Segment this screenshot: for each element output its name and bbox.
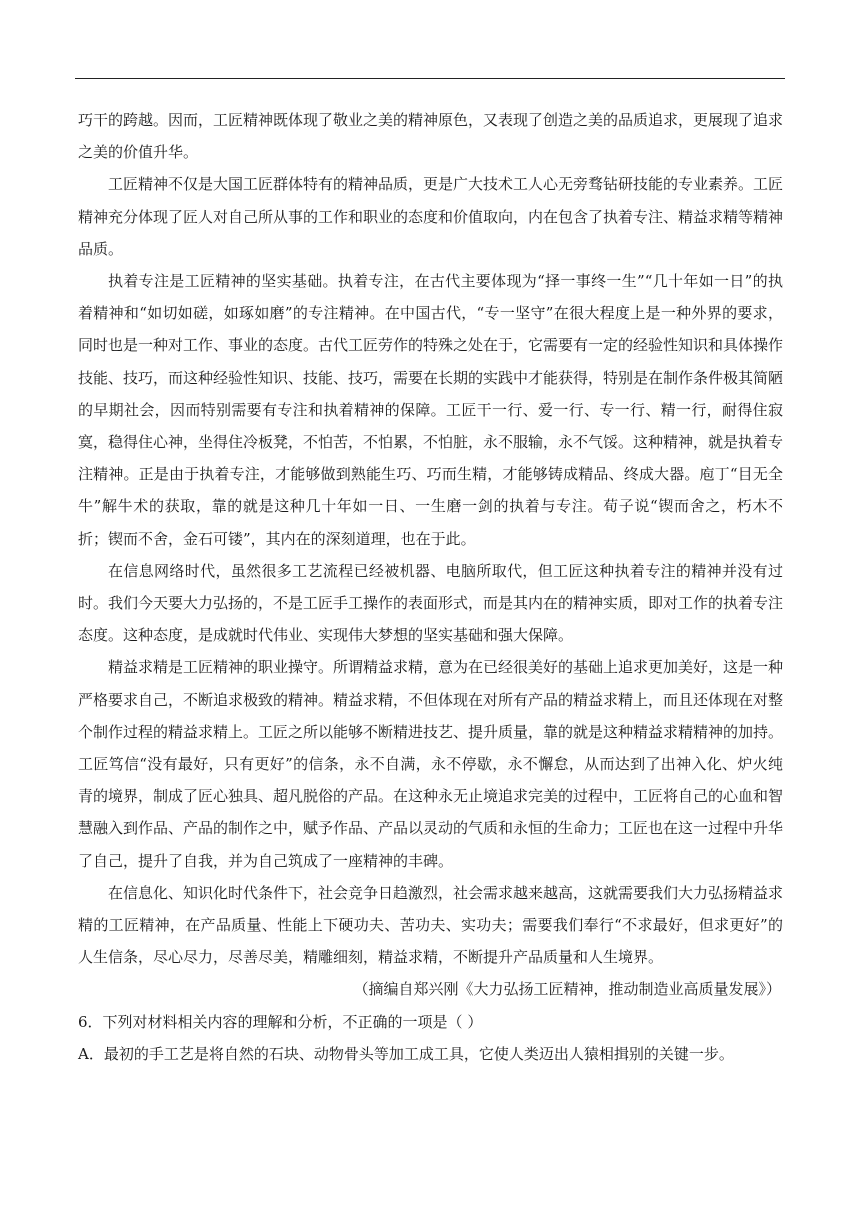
- paragraph-information-age: 在信息网络时代，虽然很多工艺流程已经被机器、电脑所取代，但工匠这种执着专注的精神并没有过时。我们今天要大力弘扬的，不是工匠手工操作的表面形式，而是其内在的精神实质，即对工作的执着专注态度。这种态度，是成就时代伟业、实现伟大梦想的坚实基础和强大保障。: [78, 561, 784, 645]
- paragraph-knowledge-age: 在信息化、知识化时代条件下，社会竞争日趋激烈，社会需求越来越高，这就需要我们大力弘扬精益求精的工匠精神，在产品质量、性能上下硬功夫、苦功夫、实功夫；需要我们奉行“不求最好，但求更好”的人生信条，尽心尽力，尽善尽美，精雕细刻，精益求精，不断提升产品质量和人生境界。: [78, 883, 784, 967]
- article-body: [78, 104, 783, 1070]
- paragraph-dedication-focus: 执着专注是工匠精神的坚实基础。执着专注，在古代主要体现为“择一事终一生”“几十年如一日”的执着精神和“如切如磋，如琢如磨”的专注精神。在中国古代，“专一坚守”在很大程度上是一种外界的要求，同时也是一种对工作、事业的态度。古代工匠劳作的特殊之处在于，它需要有一定的经验性知识和具体操作技能、技巧，而这种经验性知识、技能、技巧，需要在长期的实践中才能获得，特别是在制作条件极其简陋的早期社会，因而特别需要有专注和执着精神的保障。工匠干一行、爱一行、专一行、精一行，耐得住寂寞，稳得住心神，坐得住冷板凳，不怕苦，不怕累，不怕脏，永不服输，永不气馁。这种精神，就是执着专注精神。正是由于执着专注，才能够做到熟能生巧、巧而生精，才能够铸成精品、终成大器。庖丁“目无全牛”解牛术的获取，靠的就是这种几十年如一日、一生磨一剑的执着与专注。荀子说“锲而舍之，朽木不折；锲而不舍，金石可镂”，其内在的深刻道理，也在于此。: [78, 272, 784, 548]
- header-rule: [75, 78, 785, 79]
- paragraph-excellence: 精益求精是工匠精神的职业操守。所谓精益求精，意为在已经很美好的基础上追求更加美好，这是一种严格要求自己，不断追求极致的精神。精益求精，不但体现在对所有产品的精益求精上，而且还体现在对整个制作过程的精益求精上。工匠之所以能够不断精进技艺、提升质量，靠的就是这种精益求精精神的加持。工匠笃信“没有最好，只有更好”的信条，永不自满，永不停歇，永不懈怠，从而达到了出神入化、炉火纯青的境界，制成了匠心独具、超凡脱俗的产品。在这种永无止境追求完美的过程中，工匠将自己的心血和智慧融入到作品、产品的制作之中，赋予作品、产品以灵动的气质和永恒的生命力；工匠也在这一过程中升华了自己，提升了自我，并为自己筑成了一座精神的丰碑。: [78, 658, 784, 870]
- article-source: （摘编自郑兴刚《大力弘扬工匠精神，推动制造业高质量发展》）: [353, 980, 781, 999]
- paragraph-continuation: 巧干的跨越。因而，工匠精神既体现了敬业之美的精神原色，又表现了创造之美的品质追求，更展现了追求之美的价值升华。: [78, 111, 784, 162]
- question-stem: 6．下列对材料相关内容的理解和分析，不正确的一项是（ ）: [78, 1012, 483, 1031]
- paragraph-craftsman-spirit-quality: 工匠精神不仅是大国工匠群体特有的精神品质，更是广大技术工人心无旁骛钻研技能的专业素养。工匠精神充分体现了匠人对自己所从事的工作和职业的态度和价值取向，内在包含了执着专注、精益求精等精神品质。: [78, 175, 784, 258]
- question-option-a: A．最初的手工艺是将自然的石块、动物骨头等加工成工具，它使人类迈出人猿相揖别的关键一步。: [78, 1044, 734, 1063]
